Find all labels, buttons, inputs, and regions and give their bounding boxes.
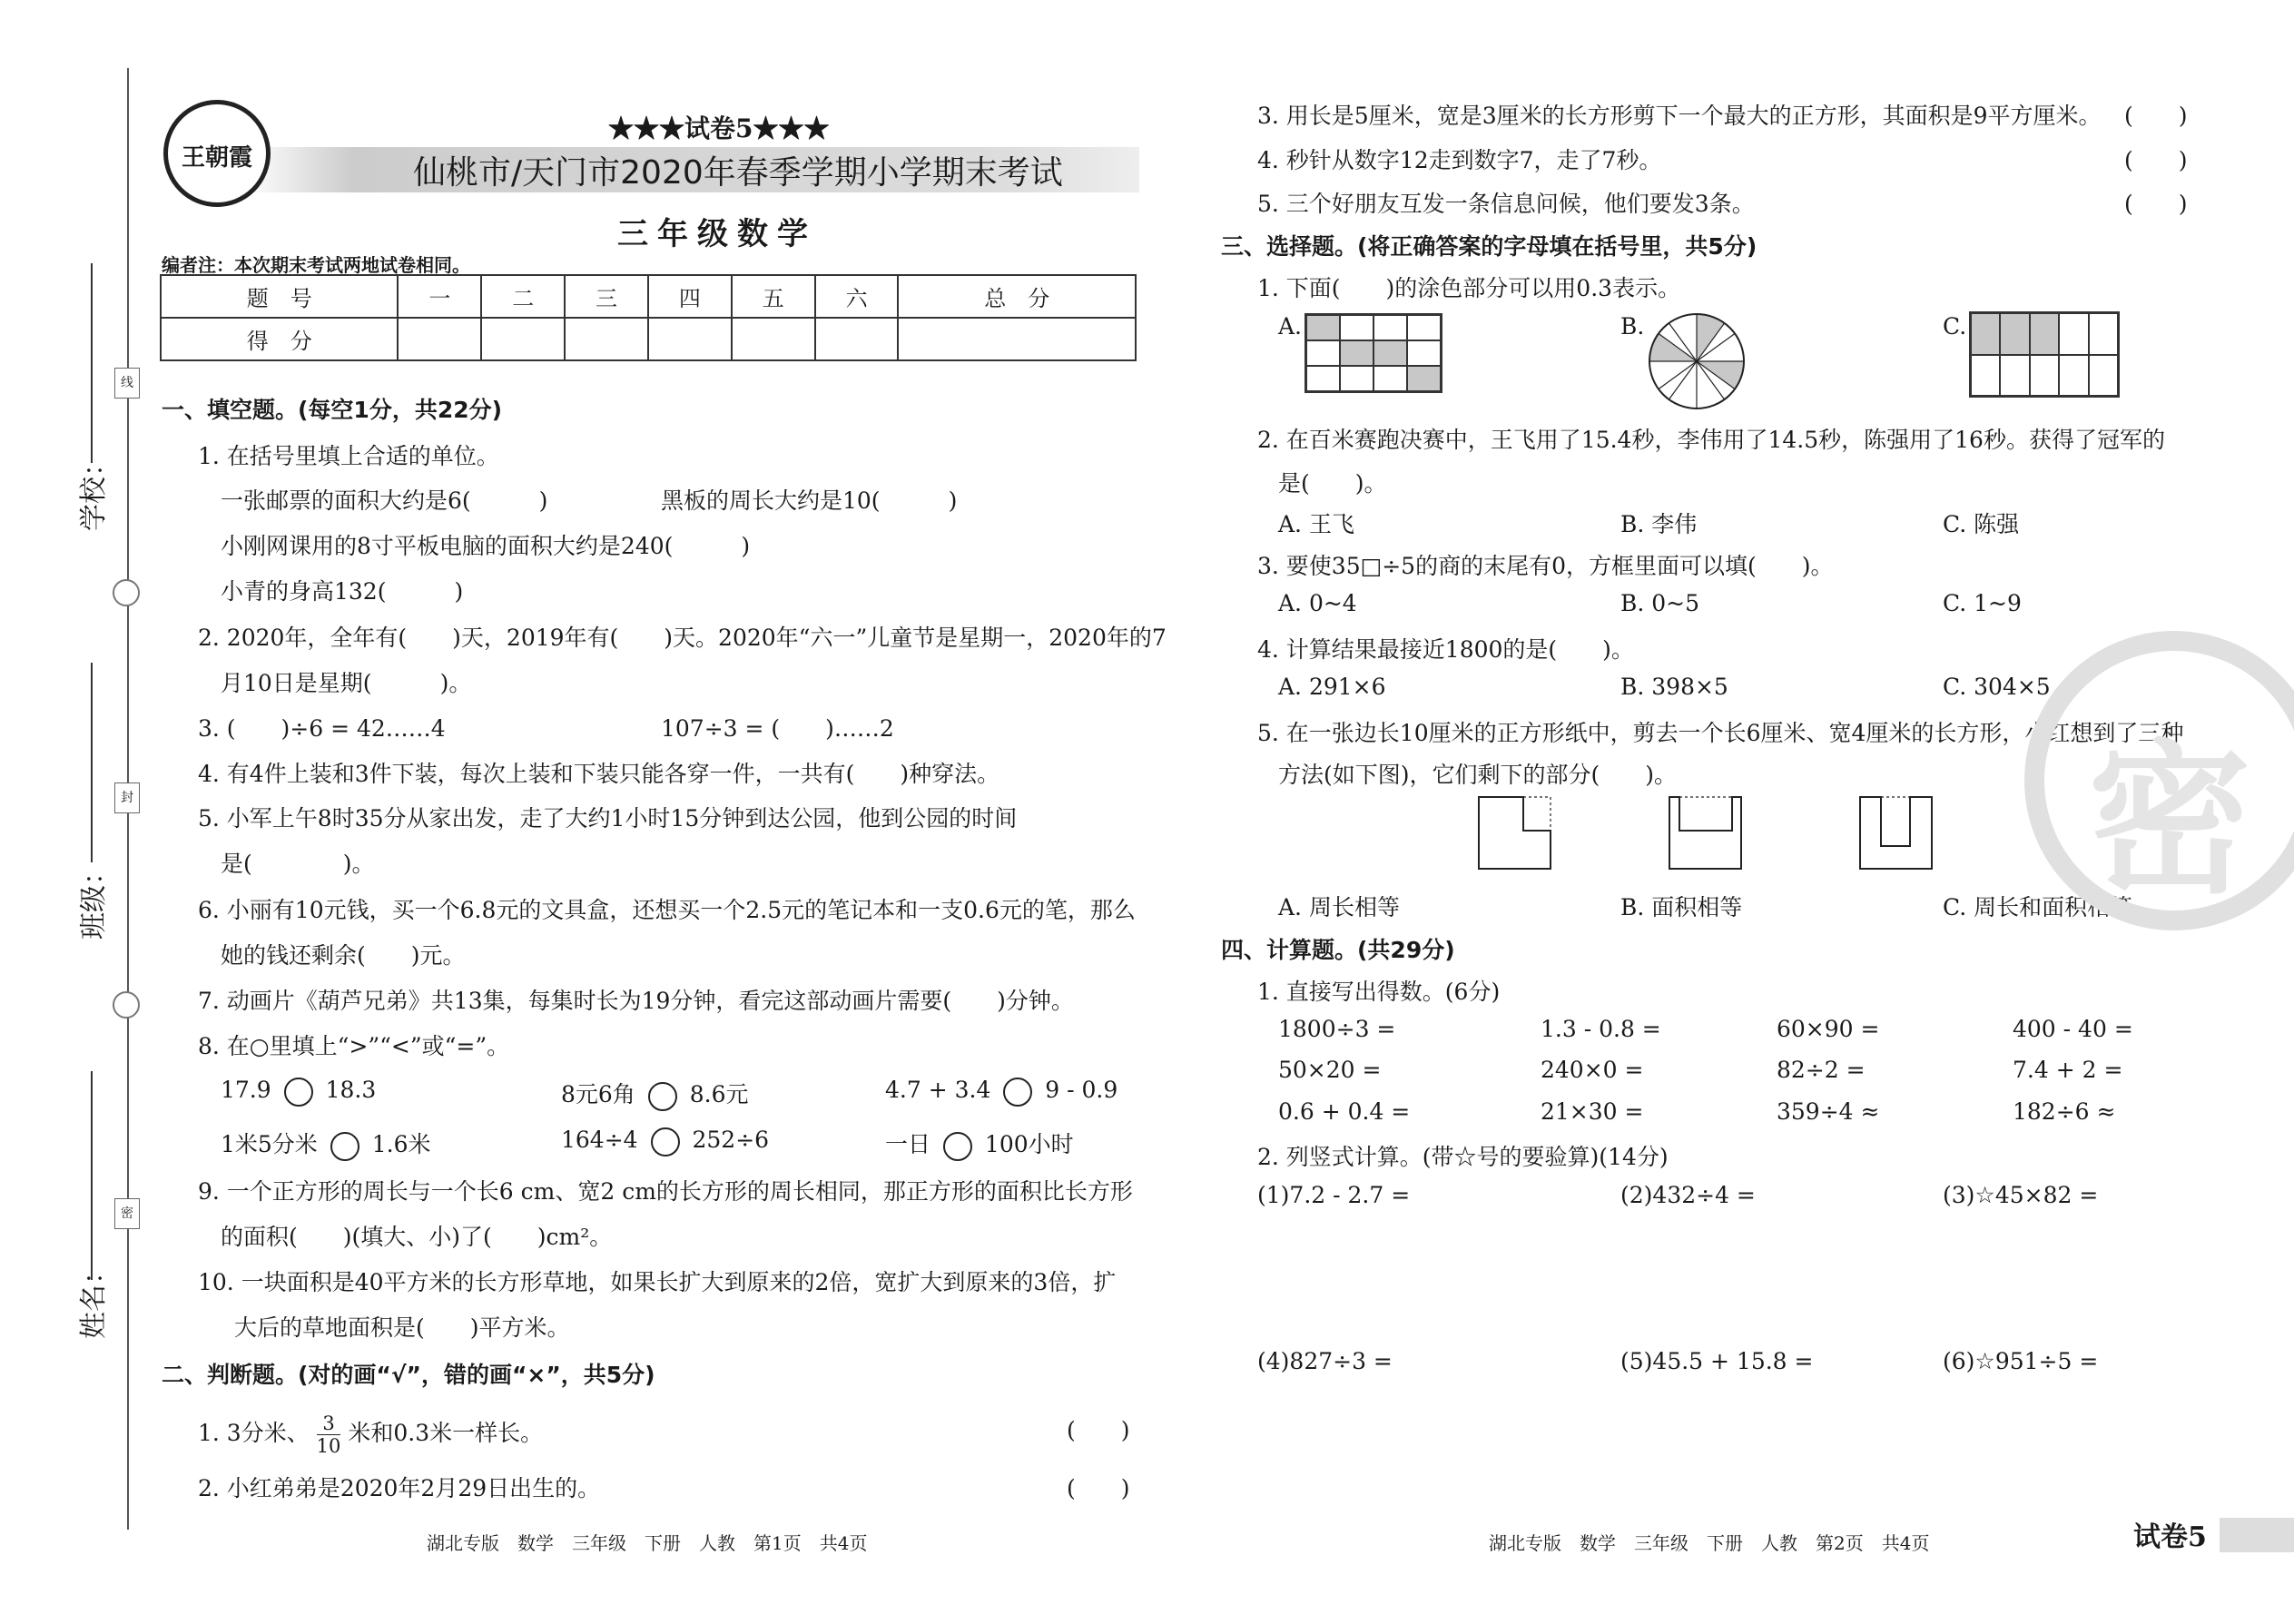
s1-q1d: 小青的身高132( ) [221, 578, 464, 605]
binding-knot [113, 991, 140, 1019]
s2-q3: 3. 用长是5厘米，宽是3厘米的长方形剪下一个最大的正方形，其面积是9平方厘米。 [1257, 103, 2102, 129]
footer-badge: 试卷5 [2133, 1521, 2207, 1553]
figure-cut-top [1669, 796, 1743, 871]
s4-q2: 2. 列竖式计算。(带☆号的要验算)(14分) [1257, 1144, 1669, 1170]
s2-q2: 2. 小红弟弟是2020年2月29日出生的。 [198, 1475, 601, 1501]
editor-note: 编者注：本次期末考试两地试卷相同。 [162, 254, 470, 276]
test-badge: ★★★试卷5★★★ [608, 113, 830, 143]
s1-q8-item-b [561, 1077, 748, 1111]
s3-q3-opt-c[interactable]: C. 1~9 [1943, 590, 2022, 616]
s3-q3-opt-b[interactable]: B. 0~5 [1620, 590, 1700, 616]
score-input-cell[interactable] [815, 318, 899, 360]
s1-q4: 4. 有4件上装和3件下装，每次上装和下装只能各穿一件，一共有( )种穿法。 [198, 761, 1000, 787]
s2-q1 [198, 1412, 543, 1457]
oral-calc: 359÷4 ≈ [1777, 1098, 1880, 1125]
publisher-logo [163, 100, 271, 207]
s1-q6b: 她的钱还剩余( )元。 [221, 942, 466, 969]
s3-q5b: 方法(如下图)，它们剩下的部分( )。 [1278, 762, 1678, 788]
grid-cell [1306, 340, 1340, 366]
s3-q5-opt-a[interactable]: A. 周长相等 [1278, 894, 1400, 920]
q8-right: 8.6元 [689, 1081, 749, 1107]
s3-q1: 1. 下面( )的涂色部分可以用0.3表示。 [1257, 275, 1681, 301]
s1-q1: 1. 在括号里填上合适的单位。 [198, 443, 499, 469]
s1-q2a: 2. 2020年，全年有( )天，2019年有( )天。2020年“六一”儿童节是星期一，2020年的7 [198, 625, 1167, 651]
s4-q1: 1. 直接写出得数。(6分) [1257, 979, 1501, 1005]
s1-q8-item-d [221, 1127, 430, 1161]
oral-calc: 1.3 - 0.8 = [1541, 1016, 1661, 1042]
badge-bar [2220, 1518, 2294, 1552]
score-cell: 总 分 [898, 275, 1136, 318]
s3-q5a: 5. 在一张边长10厘米的正方形纸中，剪去一个长6厘米、宽4厘米的长方形，小红想到了三种 [1257, 720, 2184, 746]
q8-left: 1米5分米 [221, 1131, 318, 1157]
oral-calc: 1800÷3 = [1278, 1016, 1396, 1042]
q8-left: 一日 [885, 1131, 931, 1157]
score-cell: 二 [481, 275, 565, 318]
score-input-cell[interactable] [398, 318, 481, 360]
section4-heading: 四、计算题。(共29分) [1221, 937, 1455, 963]
vertical-calc: (3)☆45×82 = [1943, 1182, 2099, 1208]
vertical-calc: (5)45.5 + 15.8 = [1620, 1348, 1814, 1374]
compare-circle[interactable] [651, 1127, 680, 1156]
grid-cell [1373, 315, 1407, 340]
s2-q4: 4. 秒针从数字12走到数字7，走了7秒。 [1257, 147, 1662, 173]
s1-q1b: 黑板的周长大约是10( ) [661, 487, 958, 514]
oral-calc: 0.6 + 0.4 = [1278, 1098, 1411, 1125]
s3-q1-opt-c: C. [1943, 313, 1967, 340]
answer-paren[interactable]: ( ) [2124, 103, 2188, 129]
binding-knot [113, 579, 140, 606]
grid-cell-shaded [2030, 313, 2059, 355]
score-input-cell[interactable] [732, 318, 815, 360]
footer-right: 湖北专版 数学 三年级 下册 人教 第2页 共4页 [1489, 1532, 1930, 1554]
grid-cell [1971, 355, 2000, 397]
oral-calc: 21×30 = [1541, 1098, 1644, 1125]
logo-text: 王朝霞 [181, 144, 252, 172]
name-write-line[interactable] [91, 1071, 93, 1280]
s3-q5-opt-c[interactable]: C. 周长和面积相等 [1943, 894, 2133, 920]
figure-c-grid [1969, 311, 2120, 398]
school-write-line[interactable] [91, 263, 93, 463]
q8-left: 17.9 [221, 1077, 271, 1103]
answer-paren[interactable]: ( ) [1067, 1475, 1130, 1501]
fraction-numerator: 3 [317, 1412, 341, 1435]
seal-watermark-text: 密 [2088, 726, 2252, 916]
oral-calc: 7.4 + 2 = [2013, 1057, 2123, 1083]
s3-q4-opt-a[interactable]: A. 291×6 [1278, 674, 1386, 700]
grid-cell [2030, 355, 2059, 397]
s3-q3: 3. 要使35□÷5的商的末尾有0，方框里面可以填( )。 [1257, 553, 1834, 579]
score-table [160, 274, 1137, 361]
s1-q9b: 的面积( )(填大、小)了( )cm²。 [221, 1224, 613, 1250]
compare-circle[interactable] [330, 1132, 359, 1161]
score-cell: 三 [565, 275, 648, 318]
grid-cell [2089, 313, 2118, 355]
section3-heading: 三、选择题。(将正确答案的字母填在括号里，共5分) [1221, 233, 1757, 260]
s1-q3b: 107÷3 = ( )……2 [661, 715, 894, 742]
grid-cell [1340, 315, 1373, 340]
score-input-cell[interactable] [481, 318, 565, 360]
s1-q10b: 大后的草地面积是( )平方米。 [234, 1314, 570, 1341]
s3-q4: 4. 计算结果最接近1800的是( )。 [1257, 636, 1634, 663]
s3-q3-opt-a[interactable]: A. 0~4 [1278, 590, 1357, 616]
grid-cell-shaded [1373, 340, 1407, 366]
oral-calc: 182÷6 ≈ [2013, 1098, 2116, 1125]
q8-left: 164÷4 [561, 1127, 638, 1153]
q8-left: 8元6角 [561, 1081, 635, 1107]
s3-q4-opt-c[interactable]: C. 304×5 [1943, 674, 2051, 700]
vertical-calc: (4)827÷3 = [1257, 1348, 1393, 1374]
binding-mark-mi: 密 [114, 1198, 140, 1229]
s3-q1-opt-b: B. [1620, 313, 1645, 340]
compare-circle[interactable] [1003, 1078, 1032, 1107]
s1-q5b: 是( )。 [221, 851, 375, 877]
s1-q5a: 5. 小军上午8时35分从家出发，走了大约1小时15分钟到达公园，他到公园的时间 [198, 805, 1018, 832]
grid-cell [2059, 313, 2088, 355]
s1-q2b: 月10日是星期( )。 [221, 670, 472, 696]
s1-q8-item-a [221, 1077, 376, 1107]
binding-mark-xian: 线 [114, 368, 140, 399]
q8-left: 4.7 + 3.4 [885, 1077, 991, 1103]
footer-left: 湖北专版 数学 三年级 下册 人教 第1页 共4页 [427, 1532, 868, 1554]
grid-cell-shaded [2000, 313, 2029, 355]
s3-q5-opt-b[interactable]: B. 面积相等 [1620, 894, 1743, 920]
q8-right: 1.6米 [371, 1131, 431, 1157]
oral-calc: 60×90 = [1777, 1016, 1880, 1042]
figure-cut-middle [1859, 796, 1934, 871]
class-write-line[interactable] [91, 663, 93, 862]
grid-cell [2059, 355, 2088, 397]
score-cell: 题 号 [161, 275, 398, 318]
binding-mark-feng: 封 [114, 782, 140, 813]
grid-cell-shaded [1971, 313, 2000, 355]
vertical-calc: (2)432÷4 = [1620, 1182, 1756, 1208]
s3-q2-opt-c[interactable]: C. 陈强 [1943, 511, 2020, 537]
score-cell: 四 [648, 275, 732, 318]
s2-q1-pre: 1. 3分米、 [198, 1420, 310, 1446]
s1-q7: 7. 动画片《葫芦兄弟》共13集，每集时长为19分钟，看完这部动画片需要( )分钟。 [198, 988, 1074, 1014]
class-label: 班级： [78, 858, 110, 940]
s3-q2a: 2. 在百米赛跑决赛中，王飞用了15.4秒，李伟用了14.5秒，陈强用了16秒。获得了冠军的 [1257, 427, 2165, 453]
grid-cell [1373, 366, 1407, 391]
score-cell: 六 [815, 275, 899, 318]
grid-cell [1407, 315, 1441, 340]
score-input-cell[interactable] [898, 318, 1136, 360]
s2-q5: 5. 三个好朋友互发一条信息问候，他们要发3条。 [1257, 191, 1755, 217]
s1-q1c: 小刚网课用的8寸平板电脑的面积大约是240( ) [221, 533, 751, 559]
compare-circle[interactable] [648, 1082, 677, 1111]
s1-q8: 8. 在○里填上“>”“<”或“=”。 [198, 1033, 510, 1059]
s1-q9a: 9. 一个正方形的周长与一个长6 cm、宽2 cm的长方形的周长相同，那正方形的面积比长方形 [198, 1178, 1133, 1205]
score-cell: 一 [398, 275, 481, 318]
grid-cell-shaded [1306, 315, 1340, 340]
score-input-cell[interactable] [565, 318, 648, 360]
s1-q8-item-e [561, 1127, 769, 1156]
vertical-calc: (6)☆951÷5 = [1943, 1348, 2099, 1374]
exam-title: 仙桃市/天门市2020年春季学期小学期末考试 [413, 154, 1063, 192]
figure-a-grid [1305, 313, 1442, 393]
s1-q10a: 10. 一块面积是40平方米的长方形草地，如果长扩大到原来的2倍，宽扩大到原来的3倍，扩 [198, 1269, 1117, 1295]
answer-paren[interactable]: ( ) [2124, 147, 2188, 173]
score-value-row [161, 318, 1136, 360]
score-input-cell[interactable] [648, 318, 732, 360]
q8-right: 100小时 [984, 1131, 1074, 1157]
figure-cut-corner [1478, 796, 1552, 871]
s3-q2b: 是( )。 [1278, 470, 1387, 497]
grid-cell-shaded [1407, 366, 1441, 391]
fraction [317, 1412, 341, 1457]
score-header-row [161, 275, 1136, 318]
school-label: 学校： [78, 449, 110, 531]
s3-q2-opt-b[interactable]: B. 李伟 [1620, 511, 1698, 537]
grid-cell [2000, 355, 2029, 397]
answer-paren[interactable]: ( ) [2124, 191, 2188, 217]
compare-circle[interactable] [284, 1078, 313, 1107]
vertical-calc: (1)7.2 - 2.7 = [1257, 1182, 1411, 1208]
grid-cell-shaded [1340, 340, 1373, 366]
score-cell: 五 [732, 275, 815, 318]
s3-q4-opt-b[interactable]: B. 398×5 [1620, 674, 1728, 700]
grid-cell [1306, 366, 1340, 391]
figure-b-circle [1646, 310, 1748, 412]
fraction-denominator: 10 [316, 1435, 341, 1457]
score-cell: 得 分 [161, 318, 398, 360]
oral-calc: 400 - 40 = [2013, 1016, 2133, 1042]
s1-q8-item-c [885, 1077, 1117, 1107]
s1-q8-item-f [885, 1127, 1074, 1161]
oral-calc: 82÷2 = [1777, 1057, 1866, 1083]
name-label: 姓名： [78, 1257, 110, 1339]
compare-circle[interactable] [943, 1132, 972, 1161]
grid-cell [2089, 355, 2118, 397]
q8-right: 9 - 0.9 [1045, 1077, 1118, 1103]
q8-right: 252÷6 [692, 1127, 770, 1153]
oral-calc: 50×20 = [1278, 1057, 1382, 1083]
section1-heading: 一、填空题。(每空1分，共22分) [162, 397, 503, 423]
answer-paren[interactable]: ( ) [1067, 1417, 1130, 1443]
grid-cell [1340, 366, 1373, 391]
s1-q3a: 3. ( )÷6 = 42……4 [198, 715, 446, 742]
s3-q1-opt-a: A. [1278, 313, 1303, 340]
oral-calc: 240×0 = [1541, 1057, 1644, 1083]
q8-right: 18.3 [325, 1077, 377, 1103]
subject-title: 三年级数学 [617, 216, 817, 252]
s1-q1a: 一张邮票的面积大约是6( ) [221, 487, 548, 514]
section2-heading: 二、判断题。(对的画“√”，错的画“×”，共5分) [162, 1362, 655, 1388]
s3-q2-opt-a[interactable]: A. 王飞 [1278, 511, 1354, 537]
s1-q6a: 6. 小丽有10元钱，买一个6.8元的文具盒，还想买一个2.5元的笔记本和一支0.6元的笔，那么 [198, 897, 1136, 923]
grid-cell [1407, 340, 1441, 366]
s2-q1-post: 米和0.3米一样长。 [348, 1420, 544, 1446]
